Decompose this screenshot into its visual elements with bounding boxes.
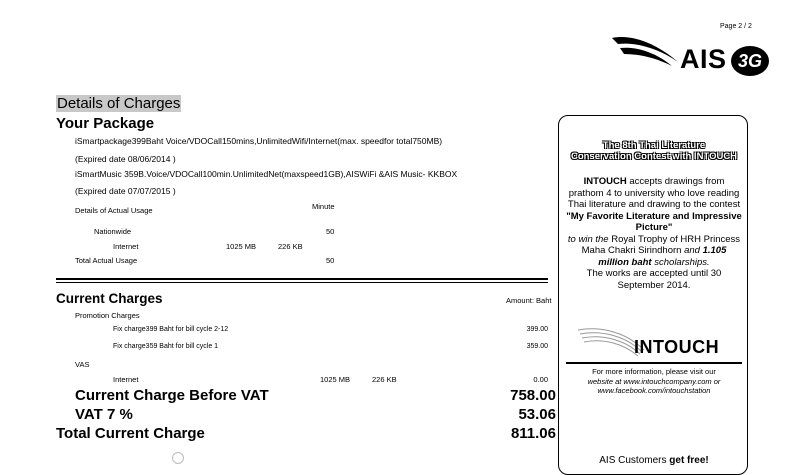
vat-amount: 53.06	[518, 406, 556, 423]
your-package-title: Your Package	[56, 115, 155, 132]
ad-quote: "My Favorite Literature and Impressive Picture"	[566, 210, 742, 233]
internet-label: Internet	[113, 242, 139, 251]
intouch-ad-box	[558, 115, 748, 475]
intouch-logo	[576, 324, 746, 362]
section-divider-thin	[56, 282, 548, 283]
ad-headline-line-2: Conservation Contest with INTOUCH	[570, 151, 738, 162]
internet-kb: 226 KB	[278, 242, 303, 251]
circle-marker-icon	[172, 452, 184, 464]
ais-logo-text: AIS	[680, 44, 727, 74]
ais-swoosh-icon	[610, 32, 690, 72]
before-vat-label: Current Charge Before VAT	[75, 387, 269, 404]
ad-footer-line-1: For more information, please visit our	[592, 367, 716, 376]
nationwide-minutes: 50	[326, 227, 335, 236]
promotion-charges-label: Promotion Charges	[75, 311, 140, 320]
ad-p2-d: 1.105 million baht	[598, 245, 727, 268]
amount-header: Amount: Baht	[506, 296, 552, 305]
3g-badge: 3G	[731, 46, 769, 76]
fix-charge-2-amount: 359.00	[526, 343, 548, 350]
before-vat-amount: 758.00	[510, 387, 556, 404]
ad-divider	[566, 362, 742, 364]
ais-3g-logo	[610, 32, 770, 82]
ad-bottom-text	[566, 455, 742, 466]
vas-internet-label: Internet	[113, 375, 139, 384]
vat-label: VAT 7 %	[75, 406, 133, 423]
ad-bottom-b: get free!	[669, 455, 709, 466]
package-name-2: iSmartMusic 359B.Voice/VDOCall100min.UnlimitedNet(maxspeed1GB),AISWiFi &AIS Music- KKBOX	[75, 169, 458, 179]
total-current-charge-label: Total Current Charge	[56, 425, 205, 442]
details-of-charges-title: Details of Charges	[57, 95, 181, 112]
ad-headline-line-1: The 8th Thai Literature	[602, 140, 706, 151]
package-name-1: iSmartpackage399Baht Voice/VDOCall150mins,UnlimitedWifi/Internet(max. speedfor total750MB)	[75, 136, 443, 146]
usage-header: Details of Actual Usage	[75, 206, 153, 215]
ad-paragraph-3: The works are accepted until 30 September 2014.	[586, 268, 722, 291]
nationwide-label: Nationwide	[94, 227, 132, 236]
ad-headline	[566, 140, 742, 162]
intouch-logo-text: INTOUCH	[634, 337, 720, 357]
vas-label: VAS	[75, 360, 90, 369]
current-charges-title: Current Charges	[56, 291, 163, 306]
package-expiry-2: (Expired date 07/07/2015 )	[75, 186, 176, 196]
page-number: Page 2 / 2	[720, 23, 752, 30]
ad-paragraph-1	[566, 176, 742, 211]
section-divider	[56, 278, 548, 280]
vas-internet-amount: 0.00	[533, 375, 548, 384]
minute-column-header: Minute	[312, 202, 335, 211]
ad-p2-a: to win the	[567, 233, 609, 245]
vas-internet-kb: 226 KB	[372, 375, 397, 384]
vas-internet-mb: 1025 MB	[320, 375, 351, 384]
ad-footer	[566, 367, 742, 396]
ad-bottom-a: AIS Customers	[599, 455, 670, 466]
ad-paragraph-2	[566, 234, 742, 269]
fix-charge-1-amount: 399.00	[526, 326, 548, 333]
ad-paragraph-1-text: accepts drawings from prathom 4 to university who love reading Thai literature and drawing to the contest	[567, 176, 741, 210]
total-current-charge-amount: 811.06	[510, 425, 556, 442]
ad-brand: INTOUCH	[583, 176, 627, 187]
total-usage-label: Total Actual Usage	[75, 256, 138, 265]
fix-charge-2-label: Fix charge359 Baht for bill cycle 1	[113, 343, 219, 350]
ad-p2-c: and	[684, 245, 703, 256]
ad-footer-line-2: website at www.intouchcompany.com or	[587, 376, 721, 386]
ad-footer-line-3: www.facebook.com/intouchstation	[597, 386, 711, 395]
internet-mb: 1025 MB	[226, 242, 257, 251]
fix-charge-1-label: Fix charge399 Baht for bill cycle 2-12	[113, 326, 229, 333]
ad-p2-e: scholarships.	[651, 256, 710, 268]
package-expiry-1: (Expired date 08/06/2014 )	[75, 154, 176, 164]
ad-body	[566, 176, 742, 291]
ad-p2-b: Royal Trophy of HRH Princess Maha Chakri Sirindhorn	[581, 233, 741, 256]
total-usage-minutes: 50	[326, 256, 335, 265]
